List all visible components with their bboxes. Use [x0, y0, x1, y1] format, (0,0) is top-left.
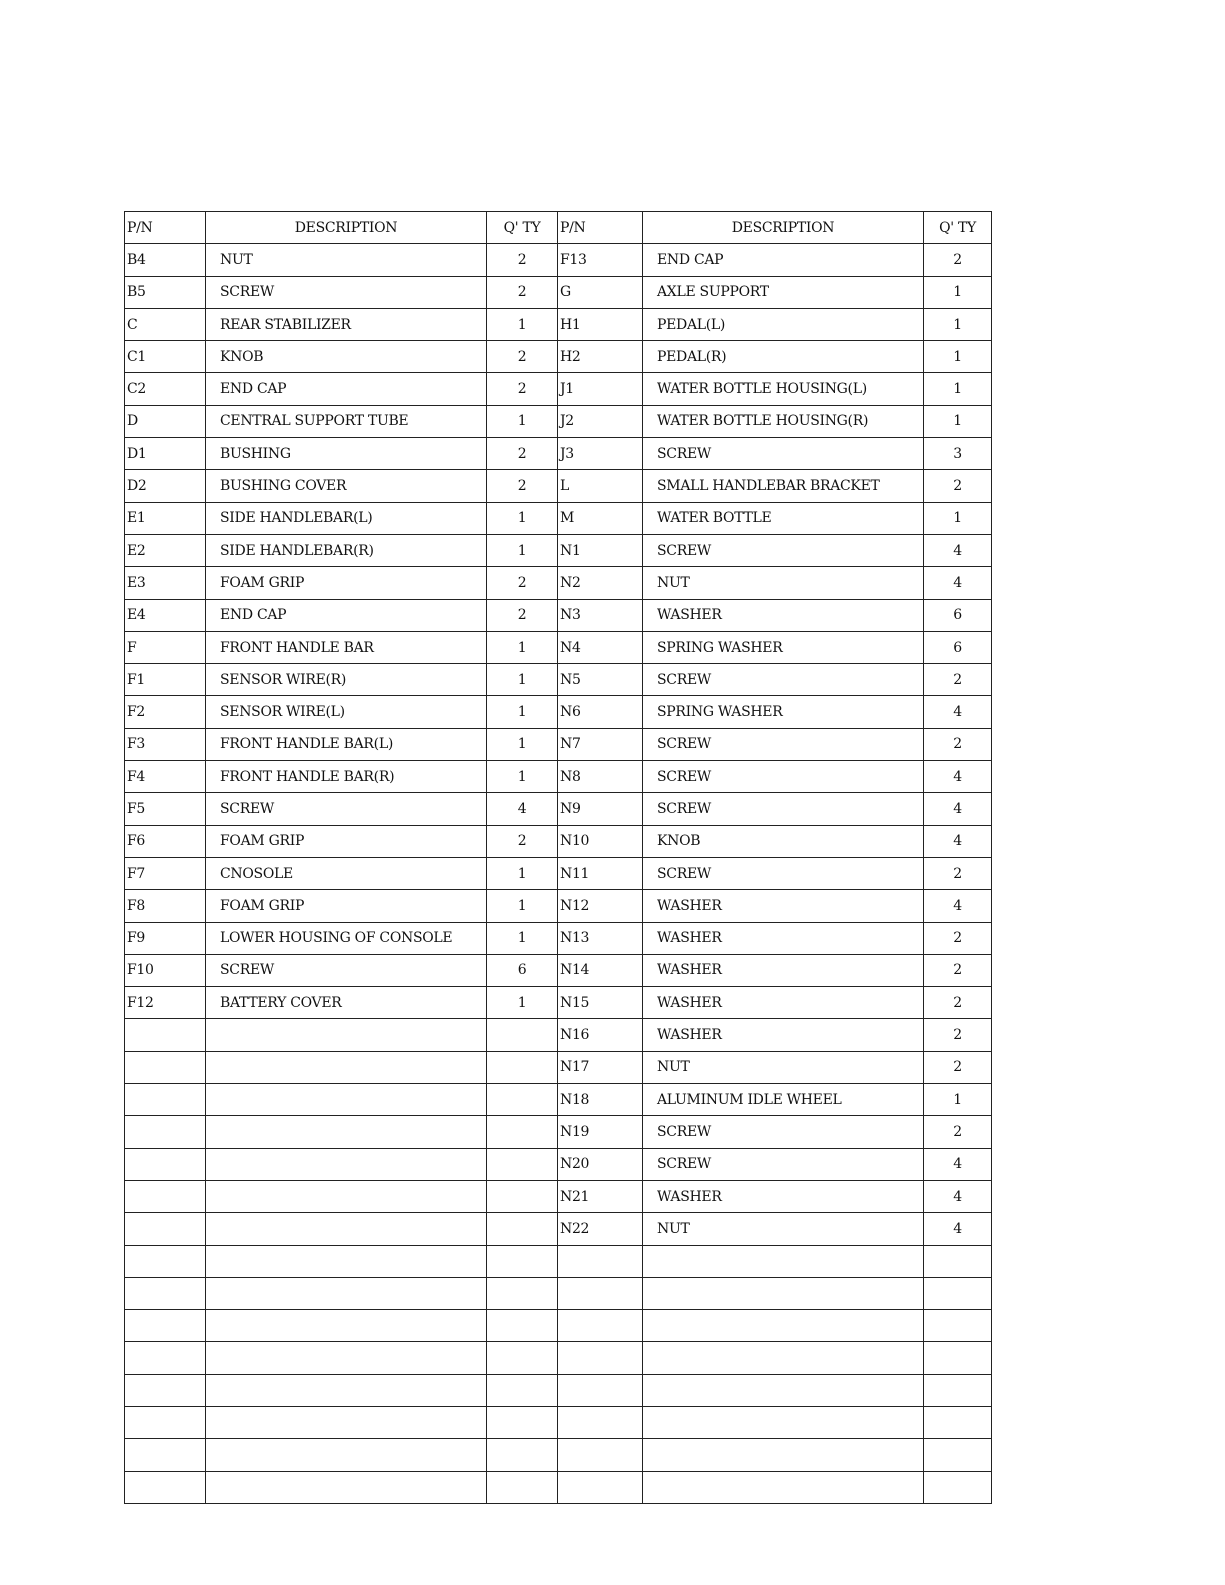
right-pn-cell: N3 [558, 599, 643, 631]
right-qty-cell: 2 [924, 728, 992, 760]
right-description-cell: SCREW [643, 793, 924, 825]
left-pn-cell: F4 [125, 761, 206, 793]
left-empty-cell [206, 1310, 487, 1342]
right-description-cell: SCREW [643, 438, 924, 470]
left-description-cell: FOAM GRIP [206, 825, 487, 857]
table-row [125, 1148, 992, 1180]
table-row [125, 631, 992, 663]
left-qty-cell: 1 [487, 728, 558, 760]
qty-header-left: Q' TY [487, 212, 558, 244]
right-empty-cell [643, 1471, 924, 1503]
left-pn-cell: F6 [125, 825, 206, 857]
right-pn-cell: N21 [558, 1180, 643, 1212]
right-empty-cell [558, 1406, 643, 1438]
right-pn-cell: N18 [558, 1084, 643, 1116]
right-qty-cell: 1 [924, 341, 992, 373]
right-qty-cell: 2 [924, 857, 992, 889]
right-pn-cell: N17 [558, 1051, 643, 1083]
description-header-left: DESCRIPTION [206, 212, 487, 244]
right-pn-cell: N16 [558, 1019, 643, 1051]
left-pn-cell: D [125, 405, 206, 437]
left-empty-cell [206, 1213, 487, 1245]
left-pn-cell: F1 [125, 664, 206, 696]
right-empty-cell [558, 1310, 643, 1342]
left-pn-cell: E4 [125, 599, 206, 631]
right-empty-cell [643, 1277, 924, 1309]
left-empty-cell [125, 1180, 206, 1212]
right-empty-cell [558, 1471, 643, 1503]
right-qty-cell: 4 [924, 1148, 992, 1180]
right-pn-cell: N13 [558, 922, 643, 954]
left-pn-cell: F [125, 631, 206, 663]
left-qty-cell: 1 [487, 761, 558, 793]
left-description-cell: SCREW [206, 793, 487, 825]
table-row [125, 470, 992, 502]
right-empty-cell [558, 1374, 643, 1406]
left-empty-cell [125, 1213, 206, 1245]
left-qty-cell: 1 [487, 502, 558, 534]
left-qty-cell: 2 [487, 825, 558, 857]
table-row [125, 1374, 992, 1406]
table-row [125, 890, 992, 922]
right-description-cell: SCREW [643, 728, 924, 760]
right-qty-cell: 6 [924, 599, 992, 631]
left-empty-cell [487, 1277, 558, 1309]
left-qty-cell: 1 [487, 857, 558, 889]
left-empty-cell [487, 1051, 558, 1083]
left-description-cell: SIDE HANDLEBAR(R) [206, 534, 487, 566]
right-description-cell: NUT [643, 567, 924, 599]
right-empty-cell [558, 1277, 643, 1309]
left-description-cell: REAR STABILIZER [206, 308, 487, 340]
right-pn-cell: J1 [558, 373, 643, 405]
left-pn-cell: C1 [125, 341, 206, 373]
left-qty-cell: 1 [487, 890, 558, 922]
left-empty-cell [125, 1277, 206, 1309]
right-pn-cell: J2 [558, 405, 643, 437]
right-empty-cell [643, 1406, 924, 1438]
right-description-cell: WATER BOTTLE [643, 502, 924, 534]
left-qty-cell: 6 [487, 954, 558, 986]
left-qty-cell: 1 [487, 405, 558, 437]
right-qty-cell: 2 [924, 244, 992, 276]
table-row [125, 599, 992, 631]
right-pn-cell: N19 [558, 1116, 643, 1148]
left-empty-cell [125, 1471, 206, 1503]
right-empty-cell [924, 1310, 992, 1342]
right-pn-cell: N14 [558, 954, 643, 986]
right-qty-cell: 2 [924, 1019, 992, 1051]
right-pn-cell: N15 [558, 987, 643, 1019]
right-description-cell: WATER BOTTLE HOUSING(R) [643, 405, 924, 437]
right-description-cell: PEDAL(L) [643, 308, 924, 340]
right-pn-cell: H2 [558, 341, 643, 373]
table-row [125, 1213, 992, 1245]
left-empty-cell [125, 1051, 206, 1083]
left-qty-cell: 2 [487, 244, 558, 276]
left-empty-cell [206, 1019, 487, 1051]
right-empty-cell [643, 1310, 924, 1342]
right-empty-cell [643, 1439, 924, 1471]
left-empty-cell [206, 1374, 487, 1406]
left-empty-cell [206, 1116, 487, 1148]
table-row [125, 341, 992, 373]
left-description-cell: END CAP [206, 373, 487, 405]
left-empty-cell [206, 1439, 487, 1471]
right-empty-cell [924, 1342, 992, 1374]
left-pn-cell: F9 [125, 922, 206, 954]
left-description-cell: FRONT HANDLE BAR(R) [206, 761, 487, 793]
left-empty-cell [487, 1374, 558, 1406]
left-empty-cell [206, 1471, 487, 1503]
left-empty-cell [125, 1148, 206, 1180]
right-empty-cell [558, 1439, 643, 1471]
left-empty-cell [125, 1406, 206, 1438]
table-row [125, 793, 992, 825]
left-empty-cell [125, 1374, 206, 1406]
left-qty-cell: 1 [487, 631, 558, 663]
right-qty-cell: 4 [924, 761, 992, 793]
right-description-cell: NUT [643, 1213, 924, 1245]
left-description-cell: LOWER HOUSING OF CONSOLE [206, 922, 487, 954]
pn-header-right: P/N [558, 212, 643, 244]
right-qty-cell: 2 [924, 470, 992, 502]
left-empty-cell [206, 1406, 487, 1438]
left-empty-cell [125, 1019, 206, 1051]
left-description-cell: SCREW [206, 954, 487, 986]
right-description-cell: SCREW [643, 664, 924, 696]
left-description-cell: BUSHING COVER [206, 470, 487, 502]
left-empty-cell [125, 1084, 206, 1116]
right-description-cell: WASHER [643, 954, 924, 986]
left-empty-cell [125, 1245, 206, 1277]
table-row [125, 696, 992, 728]
right-description-cell: SCREW [643, 1148, 924, 1180]
table-row [125, 438, 992, 470]
parts-table-body [125, 244, 992, 1504]
left-qty-cell: 1 [487, 308, 558, 340]
left-pn-cell: C2 [125, 373, 206, 405]
parts-list-table [124, 211, 992, 1504]
qty-header-right: Q' TY [924, 212, 992, 244]
left-qty-cell: 2 [487, 470, 558, 502]
description-header-right: DESCRIPTION [643, 212, 924, 244]
right-qty-cell: 2 [924, 922, 992, 954]
table-row [125, 1019, 992, 1051]
left-empty-cell [206, 1342, 487, 1374]
right-empty-cell [558, 1245, 643, 1277]
left-pn-cell: F12 [125, 987, 206, 1019]
right-qty-cell: 3 [924, 438, 992, 470]
table-row [125, 1245, 992, 1277]
table-row [125, 1180, 992, 1212]
left-qty-cell: 2 [487, 373, 558, 405]
left-qty-cell: 4 [487, 793, 558, 825]
right-pn-cell: N8 [558, 761, 643, 793]
left-description-cell: CENTRAL SUPPORT TUBE [206, 405, 487, 437]
pn-header-left: P/N [125, 212, 206, 244]
left-qty-cell: 2 [487, 599, 558, 631]
right-description-cell: WASHER [643, 1180, 924, 1212]
left-empty-cell [125, 1439, 206, 1471]
left-empty-cell [206, 1180, 487, 1212]
table-row [125, 244, 992, 276]
left-pn-cell: F3 [125, 728, 206, 760]
table-row [125, 1277, 992, 1309]
right-description-cell: SPRING WASHER [643, 631, 924, 663]
right-description-cell: SCREW [643, 761, 924, 793]
right-qty-cell: 2 [924, 954, 992, 986]
table-row [125, 1406, 992, 1438]
right-empty-cell [924, 1406, 992, 1438]
right-qty-cell: 4 [924, 567, 992, 599]
left-qty-cell: 1 [487, 696, 558, 728]
right-description-cell: KNOB [643, 825, 924, 857]
left-empty-cell [487, 1439, 558, 1471]
right-pn-cell: N22 [558, 1213, 643, 1245]
left-pn-cell: F8 [125, 890, 206, 922]
left-pn-cell: D1 [125, 438, 206, 470]
table-row [125, 761, 992, 793]
right-empty-cell [643, 1374, 924, 1406]
right-qty-cell: 1 [924, 373, 992, 405]
left-description-cell: CNOSOLE [206, 857, 487, 889]
left-qty-cell: 1 [487, 664, 558, 696]
left-pn-cell: B5 [125, 276, 206, 308]
right-empty-cell [924, 1277, 992, 1309]
left-qty-cell: 2 [487, 438, 558, 470]
right-description-cell: SMALL HANDLEBAR BRACKET [643, 470, 924, 502]
right-qty-cell: 4 [924, 1213, 992, 1245]
table-row [125, 1471, 992, 1503]
left-empty-cell [487, 1342, 558, 1374]
table-row [125, 857, 992, 889]
right-empty-cell [643, 1245, 924, 1277]
right-qty-cell: 1 [924, 502, 992, 534]
table-row [125, 1439, 992, 1471]
right-pn-cell: N6 [558, 696, 643, 728]
right-qty-cell: 1 [924, 1084, 992, 1116]
right-empty-cell [924, 1245, 992, 1277]
right-qty-cell: 2 [924, 987, 992, 1019]
right-empty-cell [924, 1374, 992, 1406]
right-pn-cell: N9 [558, 793, 643, 825]
table-row [125, 502, 992, 534]
left-empty-cell [125, 1310, 206, 1342]
table-header-row [125, 212, 992, 244]
left-empty-cell [487, 1116, 558, 1148]
table-row [125, 567, 992, 599]
left-empty-cell [206, 1051, 487, 1083]
table-row [125, 825, 992, 857]
table-row [125, 728, 992, 760]
left-description-cell: FRONT HANDLE BAR(L) [206, 728, 487, 760]
table-row [125, 373, 992, 405]
left-empty-cell [487, 1245, 558, 1277]
left-empty-cell [487, 1213, 558, 1245]
right-pn-cell: N4 [558, 631, 643, 663]
right-description-cell: AXLE SUPPORT [643, 276, 924, 308]
right-description-cell: PEDAL(R) [643, 341, 924, 373]
left-description-cell: SENSOR WIRE(L) [206, 696, 487, 728]
left-pn-cell: E2 [125, 534, 206, 566]
right-pn-cell: N5 [558, 664, 643, 696]
left-qty-cell: 1 [487, 922, 558, 954]
right-empty-cell [924, 1439, 992, 1471]
left-empty-cell [206, 1148, 487, 1180]
left-qty-cell: 2 [487, 567, 558, 599]
left-pn-cell: F5 [125, 793, 206, 825]
right-qty-cell: 1 [924, 308, 992, 340]
table-row [125, 1342, 992, 1374]
left-description-cell: BATTERY COVER [206, 987, 487, 1019]
left-description-cell: KNOB [206, 341, 487, 373]
right-pn-cell: L [558, 470, 643, 502]
left-qty-cell: 2 [487, 276, 558, 308]
right-description-cell: SCREW [643, 534, 924, 566]
table-row [125, 922, 992, 954]
left-empty-cell [487, 1406, 558, 1438]
right-qty-cell: 4 [924, 890, 992, 922]
right-empty-cell [924, 1471, 992, 1503]
left-pn-cell: B4 [125, 244, 206, 276]
table-row [125, 1051, 992, 1083]
right-qty-cell: 2 [924, 664, 992, 696]
right-description-cell: WASHER [643, 987, 924, 1019]
right-pn-cell: M [558, 502, 643, 534]
right-description-cell: SCREW [643, 1116, 924, 1148]
left-empty-cell [487, 1310, 558, 1342]
left-description-cell: SIDE HANDLEBAR(L) [206, 502, 487, 534]
table-row [125, 1116, 992, 1148]
right-qty-cell: 2 [924, 1051, 992, 1083]
right-description-cell: WASHER [643, 922, 924, 954]
left-qty-cell: 1 [487, 534, 558, 566]
left-empty-cell [206, 1084, 487, 1116]
right-pn-cell: N10 [558, 825, 643, 857]
left-description-cell: BUSHING [206, 438, 487, 470]
right-description-cell: WASHER [643, 599, 924, 631]
left-qty-cell: 2 [487, 341, 558, 373]
left-empty-cell [206, 1277, 487, 1309]
right-qty-cell: 4 [924, 825, 992, 857]
left-empty-cell [125, 1342, 206, 1374]
right-qty-cell: 1 [924, 276, 992, 308]
table-row [125, 1310, 992, 1342]
left-description-cell: NUT [206, 244, 487, 276]
left-pn-cell: E1 [125, 502, 206, 534]
left-pn-cell: C [125, 308, 206, 340]
right-pn-cell: G [558, 276, 643, 308]
right-qty-cell: 2 [924, 1116, 992, 1148]
right-empty-cell [643, 1342, 924, 1374]
right-pn-cell: N2 [558, 567, 643, 599]
left-empty-cell [487, 1471, 558, 1503]
right-pn-cell: N20 [558, 1148, 643, 1180]
right-pn-cell: N12 [558, 890, 643, 922]
right-pn-cell: F13 [558, 244, 643, 276]
left-description-cell: FOAM GRIP [206, 567, 487, 599]
right-description-cell: SCREW [643, 857, 924, 889]
table-row [125, 664, 992, 696]
left-pn-cell: F10 [125, 954, 206, 986]
left-description-cell: SCREW [206, 276, 487, 308]
left-pn-cell: E3 [125, 567, 206, 599]
left-empty-cell [487, 1180, 558, 1212]
right-qty-cell: 6 [924, 631, 992, 663]
right-description-cell: ALUMINUM IDLE WHEEL [643, 1084, 924, 1116]
left-qty-cell: 1 [487, 987, 558, 1019]
left-pn-cell: D2 [125, 470, 206, 502]
table-row [125, 1084, 992, 1116]
right-qty-cell: 1 [924, 405, 992, 437]
right-qty-cell: 4 [924, 1180, 992, 1212]
left-empty-cell [206, 1245, 487, 1277]
left-empty-cell [487, 1148, 558, 1180]
table-row [125, 405, 992, 437]
right-pn-cell: H1 [558, 308, 643, 340]
table-row [125, 987, 992, 1019]
right-qty-cell: 4 [924, 696, 992, 728]
right-qty-cell: 4 [924, 793, 992, 825]
right-description-cell: WATER BOTTLE HOUSING(L) [643, 373, 924, 405]
right-pn-cell: N1 [558, 534, 643, 566]
right-description-cell: NUT [643, 1051, 924, 1083]
right-pn-cell: N7 [558, 728, 643, 760]
right-description-cell: WASHER [643, 890, 924, 922]
left-description-cell: SENSOR WIRE(R) [206, 664, 487, 696]
left-description-cell: FOAM GRIP [206, 890, 487, 922]
right-pn-cell: N11 [558, 857, 643, 889]
left-empty-cell [487, 1019, 558, 1051]
table-row [125, 276, 992, 308]
left-pn-cell: F2 [125, 696, 206, 728]
right-pn-cell: J3 [558, 438, 643, 470]
right-description-cell: SPRING WASHER [643, 696, 924, 728]
left-empty-cell [125, 1116, 206, 1148]
left-description-cell: FRONT HANDLE BAR [206, 631, 487, 663]
table-row [125, 534, 992, 566]
table-row [125, 954, 992, 986]
right-description-cell: WASHER [643, 1019, 924, 1051]
right-empty-cell [558, 1342, 643, 1374]
table-row [125, 308, 992, 340]
right-qty-cell: 4 [924, 534, 992, 566]
left-empty-cell [487, 1084, 558, 1116]
left-pn-cell: F7 [125, 857, 206, 889]
left-description-cell: END CAP [206, 599, 487, 631]
right-description-cell: END CAP [643, 244, 924, 276]
